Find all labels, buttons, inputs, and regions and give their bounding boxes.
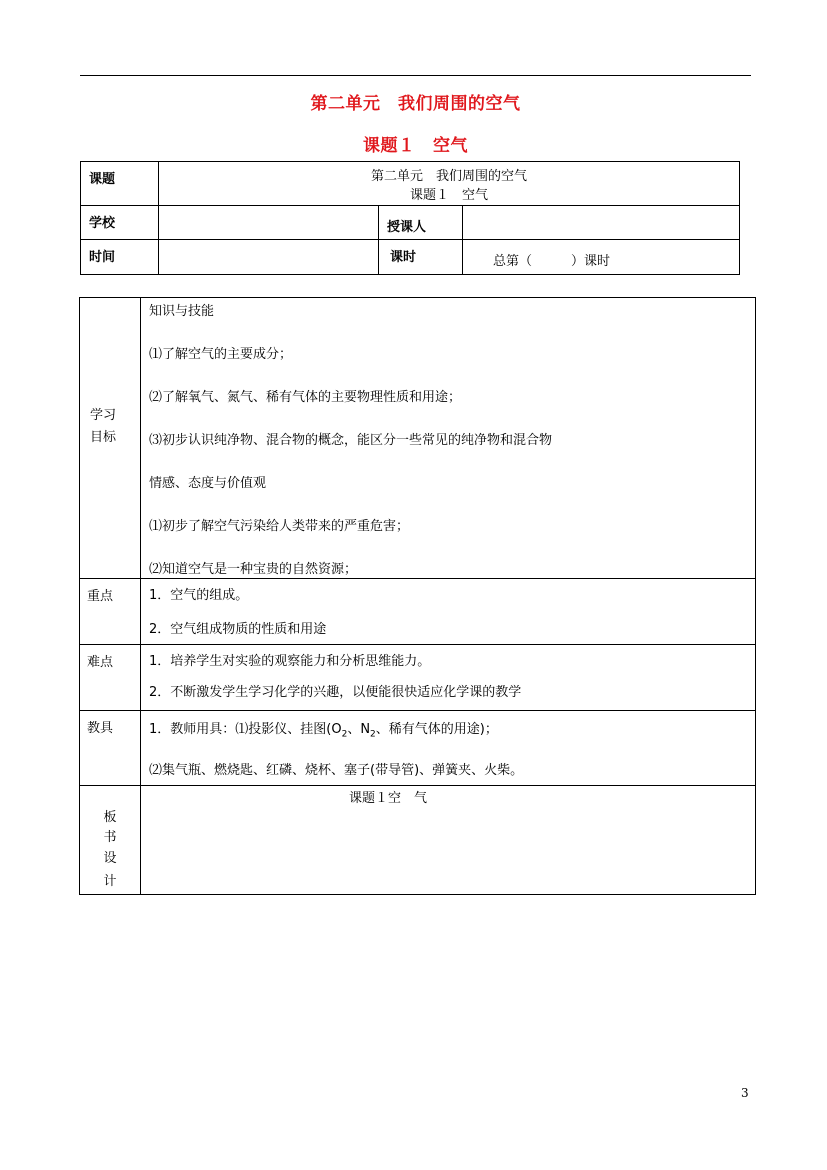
board-heading: 课题１空 气	[349, 791, 428, 806]
goal-item: ⑵了解氧气、氮气、稀有气体的主要物理性质和用途；	[149, 390, 462, 405]
board-row	[80, 786, 756, 895]
key-point-item: 1．空气的组成。	[149, 588, 249, 603]
school-row	[81, 206, 740, 240]
topic-label: 课题	[81, 162, 159, 206]
topic-line-1: 第二单元 我们周围的空气	[371, 169, 528, 184]
time-label: 时间	[81, 240, 159, 275]
board-label-char: 板	[103, 809, 117, 825]
tools-line-1-prefix: 1．教师用具：⑴投影仪、挂图(O	[149, 722, 342, 737]
difficulty-content	[141, 645, 756, 711]
key-points-content	[141, 579, 756, 645]
goals-row	[80, 298, 756, 579]
tools-line-2: ⑵集气瓶、燃烧匙、红磷、烧杯、塞子(带导管)、弹簧夹、火柴。	[149, 762, 524, 778]
difficulty-label: 难点	[80, 645, 141, 711]
board-label-char: 设	[103, 850, 117, 866]
teacher-value	[463, 206, 740, 240]
topic-row	[81, 162, 740, 206]
key-points-label: 重点	[80, 579, 141, 645]
goals-content	[141, 298, 756, 579]
board-design-label	[80, 786, 141, 895]
time-value	[159, 240, 379, 275]
tools-row	[80, 711, 756, 786]
lesson-title: 课题１ 空气	[363, 136, 468, 156]
page-number: 3	[741, 1086, 749, 1100]
key-point-item: 2．空气组成物质的性质和用途	[149, 622, 327, 637]
difficulty-item: 2．不断激发学生学习化学的兴趣，以便能很快适应化学课的教学	[149, 685, 522, 700]
board-label-char: 计	[103, 873, 117, 889]
difficulty-item: 1．培养学生对实验的观察能力和分析思维能力。	[149, 654, 431, 669]
goals-label-line-2: 目标	[89, 430, 116, 445]
tools-content	[141, 711, 756, 786]
time-row	[81, 240, 740, 275]
lesson-info-table	[80, 161, 740, 275]
school-label: 学校	[81, 206, 159, 240]
goal-item: ⑴了解空气的主要成分；	[149, 347, 293, 362]
goal-item: ⑶初步认识纯净物、混合物的概念，能区分一些常见的纯净物和混合物	[149, 433, 553, 448]
goal-item: 知识与技能	[149, 304, 215, 319]
unit-title: 第二单元 我们周围的空气	[310, 94, 521, 114]
topic-value	[159, 162, 740, 206]
tools-line-1-mid: 、N	[347, 722, 371, 737]
o2-subscript: 2	[341, 729, 348, 740]
goal-item: 情感、态度与价值观	[149, 476, 267, 491]
n2-subscript: 2	[370, 729, 376, 740]
school-value	[159, 206, 379, 240]
board-label-char: 书	[103, 829, 117, 845]
difficulty-row	[80, 645, 756, 711]
period-label: 课时	[379, 240, 463, 275]
goal-item: ⑴初步了解空气污染给人类带来的严重危害；	[149, 519, 410, 534]
period-value: 总第（ ）课时	[463, 240, 740, 275]
goal-item: ⑵知道空气是一种宝贵的自然资源；	[149, 562, 358, 577]
topic-line-2: 课题１ 空气	[410, 188, 489, 203]
goals-label	[80, 298, 141, 579]
goals-label-line-1: 学习	[89, 408, 116, 423]
tools-label: 教具	[80, 711, 141, 786]
tools-line-1	[149, 722, 755, 743]
board-design-content	[141, 786, 756, 895]
key-points-row	[80, 579, 756, 645]
teacher-label: 授课人	[379, 206, 463, 240]
tools-line-1-suffix: 、稀有气体的用途)；	[375, 722, 498, 737]
header-rule	[80, 75, 751, 76]
lesson-plan-table	[79, 297, 756, 895]
